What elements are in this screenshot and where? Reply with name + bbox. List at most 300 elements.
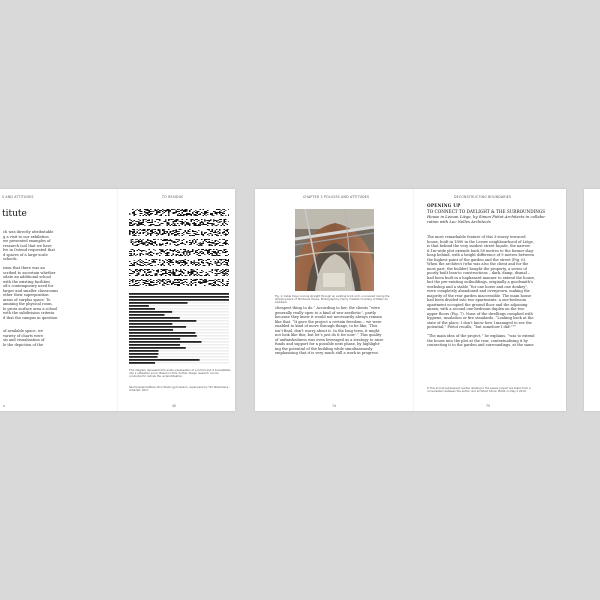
diagram-pixel — [138, 249, 140, 250]
diagram-pixel — [206, 211, 208, 212]
diagram-pixel — [176, 279, 178, 280]
diagram-pixel — [215, 282, 217, 283]
diagram-pixel — [152, 243, 154, 244]
diagram-pixel — [192, 235, 194, 236]
diagram-pixel — [159, 243, 161, 244]
diagram-pixel — [182, 210, 184, 211]
diagram-pixel — [228, 279, 229, 280]
diagram-pixel — [218, 284, 220, 285]
diagram-pixel — [200, 213, 202, 214]
diagram-pixel — [146, 219, 148, 220]
diagram-pixel — [180, 265, 182, 266]
diagram-pixel — [132, 264, 134, 265]
diagram-pixel — [186, 251, 188, 252]
diagram-pixel — [218, 269, 220, 270]
diagram-pixel — [152, 211, 154, 212]
diagram-pixel — [158, 229, 160, 230]
diagram-pixel — [159, 210, 161, 211]
diagram-pixel — [170, 219, 172, 220]
diagram-pixel — [191, 269, 193, 270]
diagram-pixel — [162, 240, 164, 241]
diagram-pixel — [131, 254, 133, 255]
diagram-pixel — [207, 273, 209, 274]
diagram-pixel — [149, 272, 151, 273]
diagram-pixel — [222, 271, 224, 272]
diagram-pixel — [147, 242, 149, 243]
diagram-pixel — [227, 281, 229, 282]
diagram-pixel — [153, 245, 155, 246]
diagram-pixel — [201, 270, 203, 271]
diagram-pixel — [146, 269, 148, 270]
diagram-pixel — [221, 259, 223, 260]
diagram-pixel — [212, 264, 214, 265]
diagram-pixel — [212, 213, 214, 214]
diagram-pixel — [209, 249, 211, 250]
diagram-pixel — [176, 284, 178, 285]
diagram-pixel — [225, 249, 227, 250]
diagram-pixel — [170, 210, 172, 211]
diagram-pixel — [201, 245, 203, 246]
photo-caption: Fig. 1: Cable trays running straight through an existing brick arch, uncovered during the stripping back of Tamboers House. Photograph by Henry Vreekkk Courtesy of Pieter de Clubbers. — [275, 295, 390, 305]
diagram-pixel — [179, 275, 181, 276]
diagram-pixel — [222, 245, 224, 246]
diagram-pixel — [185, 210, 187, 211]
diagram-pixel — [143, 243, 145, 244]
diagram-pixel — [132, 244, 134, 245]
diagram-pixel — [209, 250, 211, 251]
diagram-pixel — [147, 281, 149, 282]
diagram-pixel — [144, 229, 146, 230]
diagram-pixel — [158, 234, 160, 235]
diagram-pixel — [176, 269, 178, 270]
diagram-pixel — [186, 242, 188, 243]
diagram-pixel — [228, 244, 229, 245]
diagram-pixel — [134, 254, 136, 255]
diagram-pixel — [168, 229, 170, 230]
diagram-pixel — [144, 271, 146, 272]
diagram-pixel — [158, 271, 160, 272]
diagram-pixel — [131, 285, 133, 286]
diagram-pixel — [188, 233, 190, 234]
diagram-pixel — [132, 213, 134, 214]
diagram-pixel — [129, 251, 131, 252]
diagram-pixel — [167, 222, 169, 223]
diagram-pixel — [188, 260, 190, 261]
diagram-pixel — [179, 251, 181, 252]
diagram-pixel — [200, 264, 202, 265]
diagram-pixel — [161, 250, 163, 251]
diagram-pixel — [188, 252, 190, 253]
diagram-pixel — [225, 269, 227, 270]
diagram-pixel — [165, 219, 167, 220]
diagram-pixel — [198, 249, 200, 250]
diagram-pixel — [224, 229, 226, 230]
diagram-pixel — [179, 215, 181, 216]
diagram-pixel — [146, 245, 148, 246]
diagram-pixel — [176, 275, 178, 276]
diagram-pixel — [207, 262, 209, 263]
diagram-pixel — [155, 242, 157, 243]
diagram-pixel — [152, 261, 154, 262]
diagram-pixel — [212, 223, 214, 224]
diagram-pixel — [197, 275, 199, 276]
diagram-pixel — [182, 215, 184, 216]
diagram-pixel — [186, 210, 188, 211]
diagram-pixel — [131, 280, 133, 281]
diagram-pixel — [168, 233, 170, 234]
diagram-pixel — [188, 223, 190, 224]
diagram-pixel — [191, 271, 193, 272]
diagram-pixel — [176, 232, 178, 233]
diagram-pixel — [134, 251, 136, 252]
diagram-pixel — [177, 231, 179, 232]
diagram-pixel — [152, 265, 154, 266]
diagram-pixel — [156, 211, 158, 212]
diagram-pixel — [173, 241, 175, 242]
diagram-pixel — [185, 231, 187, 232]
diagram-pixel — [207, 252, 209, 253]
diagram-pixel — [192, 213, 194, 214]
diagram-pixel — [152, 262, 154, 263]
diagram-pixel — [179, 240, 181, 241]
diagram-pixel — [213, 219, 215, 220]
diagram-pixel — [185, 250, 187, 251]
diagram-pixel — [168, 234, 170, 235]
diagram-pixel — [189, 254, 191, 255]
diagram-pixel — [161, 245, 163, 246]
diagram-pixel — [165, 240, 167, 241]
diagram-pixel — [203, 213, 205, 214]
diagram-pixel — [188, 250, 190, 251]
diagram-pixel — [143, 250, 145, 251]
diagram-pixel — [161, 215, 163, 216]
diagram-pixel — [164, 265, 166, 266]
diagram-pixel — [195, 265, 197, 266]
diagram-pixel — [149, 260, 151, 261]
diagram-pixel — [167, 224, 169, 225]
diagram-pixel — [216, 284, 218, 285]
diagram-pixel — [173, 219, 175, 220]
diagram-pixel — [147, 233, 149, 234]
diagram-pixel — [204, 280, 206, 281]
diagram-pixel — [167, 231, 169, 232]
diagram-pixel — [228, 254, 229, 255]
diagram-pixel — [165, 250, 167, 251]
diagram-pixel — [212, 229, 214, 230]
diagram-pixel — [185, 264, 187, 265]
diagram-pixel — [167, 225, 169, 226]
diagram-pixel — [215, 279, 217, 280]
diagram-pixel — [135, 283, 137, 284]
diagram-pixel — [140, 241, 142, 242]
diagram-pixel — [180, 215, 182, 216]
diagram-pixel — [143, 282, 145, 283]
diagram-pixel — [213, 252, 215, 253]
diagram-pixel — [153, 249, 155, 250]
diagram-pixel — [173, 222, 175, 223]
diagram-pixel — [159, 232, 161, 233]
diagram-pixel — [149, 264, 151, 265]
diagram-pixel — [227, 262, 229, 263]
diagram-pixel — [173, 264, 175, 265]
diagram-pixel — [144, 262, 146, 263]
diagram-pixel — [140, 224, 142, 225]
diagram-pixel — [134, 242, 136, 243]
diagram-pixel — [228, 232, 229, 233]
diagram-pixel — [200, 251, 202, 252]
diagram-pixel — [222, 215, 224, 216]
diagram-pixel — [153, 232, 155, 233]
diagram-pixel — [183, 253, 185, 254]
diagram-pixel — [137, 271, 139, 272]
diagram-pixel — [170, 249, 172, 250]
diagram-pixel — [227, 269, 229, 270]
diagram-pixel — [206, 224, 208, 225]
diagram-pixel — [170, 261, 172, 262]
diagram-pixel — [186, 211, 188, 212]
diagram-pixel — [194, 231, 196, 232]
diagram-pixel — [155, 241, 157, 242]
diagram-pixel — [198, 214, 200, 215]
diagram-pixel — [176, 271, 178, 272]
diagram-pixel — [144, 230, 146, 231]
utilisation-diagram — [129, 207, 229, 365]
diagram-pixel — [195, 224, 197, 225]
diagram-pixel — [228, 221, 229, 222]
diagram-pixel — [162, 229, 164, 230]
diagram-pixel — [131, 263, 133, 264]
diagram-pixel — [191, 284, 193, 285]
diagram-pixel — [165, 253, 167, 254]
diagram-pixel — [228, 229, 229, 230]
diagram-pixel — [153, 284, 155, 285]
diagram-pixel — [224, 242, 226, 243]
diagram-pixel — [204, 220, 206, 221]
diagram-pixel — [141, 260, 143, 261]
diagram-pixel — [174, 213, 176, 214]
diagram-pixel — [192, 280, 194, 281]
diagram-pixel — [222, 285, 224, 286]
diagram-pixel — [215, 283, 217, 284]
diagram-pixel — [174, 235, 176, 236]
diagram-pixel — [200, 279, 202, 280]
diagram-pixel — [179, 281, 181, 282]
diagram-pixel — [218, 265, 220, 266]
diagram-pixel — [204, 212, 206, 213]
diagram-pixel — [168, 224, 170, 225]
diagram-pixel — [203, 209, 205, 210]
diagram-pixel — [173, 274, 175, 275]
diagram-pixel — [195, 219, 197, 220]
diagram-pixel — [138, 242, 140, 243]
diagram-pixel — [140, 284, 142, 285]
diagram-pixel — [210, 223, 212, 224]
diagram-pixel — [183, 234, 185, 235]
diagram-pixel — [195, 234, 197, 235]
diagram-pixel — [183, 239, 185, 240]
diagram-pixel — [179, 209, 181, 210]
diagram-pixel — [182, 233, 184, 234]
diagram-pixel — [215, 211, 217, 212]
diagram-pixel — [191, 243, 193, 244]
diagram-pixel — [209, 229, 211, 230]
diagram-pixel — [162, 244, 164, 245]
diagram-pixel — [164, 233, 166, 234]
diagram-pixel — [216, 232, 218, 233]
diagram-pixel — [213, 251, 215, 252]
diagram-pixel — [141, 265, 143, 266]
diagram-pixel — [138, 230, 140, 231]
diagram-pixel — [164, 279, 166, 280]
diagram-pixel — [224, 234, 226, 235]
diagram-pixel — [156, 233, 158, 234]
diagram-pixel — [191, 281, 193, 282]
diagram-pixel — [207, 250, 209, 251]
diagram-pixel — [227, 264, 229, 265]
diagram-pixel — [143, 244, 145, 245]
diagram-pixel — [146, 215, 148, 216]
diagram-pixel — [159, 279, 161, 280]
diagram-pixel — [176, 220, 178, 221]
diagram-pixel — [159, 260, 161, 261]
diagram-pixel — [150, 284, 152, 285]
diagram-pixel — [224, 252, 226, 253]
diagram-pixel — [129, 281, 131, 282]
diagram-pixel — [177, 219, 179, 220]
diagram-pixel — [209, 233, 211, 234]
diagram-pixel — [195, 285, 197, 286]
diagram-pixel — [221, 214, 223, 215]
diagram-pixel — [174, 209, 176, 210]
diagram-pixel — [162, 223, 164, 224]
diagram-pixel — [225, 241, 227, 242]
diagram-bar — [129, 296, 229, 298]
diagram-pixel — [155, 250, 157, 251]
diagram-pixel — [164, 231, 166, 232]
body-text: cheapest thing to do.” According to her, the clients “were generally really open to a kind of raw aesthetic”, partly because they knew it would not necessarily always remain like that. “It gave the project a certain freedom... we were enabled to kind of move through things, to be like, ‘This isn’t final, don’t worry about it. In the long term, it might not look like this, but let’s just do it for now’.” This quality of unfinishedness was even leveraged as a strategy to raise funds and support for a possible next phase, by highlight- ing the potential of the building while simultaneously emphasising that it is very much still a work in progress. — [275, 306, 384, 355]
diagram-pixel — [203, 224, 205, 225]
diagram-pixel — [153, 211, 155, 212]
diagram-pixel — [167, 253, 169, 254]
diagram-pixel — [173, 231, 175, 232]
diagram-pixel — [132, 241, 134, 242]
diagram-pixel — [201, 275, 203, 276]
diagram-pixel — [147, 244, 149, 245]
diagram-pixel — [149, 211, 151, 212]
diagram-pixel — [182, 264, 184, 265]
diagram-pixel — [137, 269, 139, 270]
diagram-pixel — [218, 233, 220, 234]
diagram-pixel — [152, 224, 154, 225]
diagram-pixel — [179, 233, 181, 234]
diagram-pixel — [201, 224, 203, 225]
diagram-pixel — [150, 214, 152, 215]
diagram-pixel — [161, 274, 163, 275]
diagram-pixel — [213, 280, 215, 281]
diagram-pixel — [129, 223, 131, 224]
diagram-pixel — [192, 212, 194, 213]
diagram-pixel — [156, 244, 158, 245]
diagram-pixel — [185, 275, 187, 276]
diagram-pixel — [219, 245, 221, 246]
diagram-pixel — [149, 219, 151, 220]
diagram-pixel — [215, 262, 217, 263]
diagram-pixel — [162, 230, 164, 231]
diagram-pixel — [186, 215, 188, 216]
diagram-pixel — [158, 279, 160, 280]
diagram-pixel — [140, 271, 142, 272]
diagram-pixel — [212, 225, 214, 226]
diagram-pixel — [227, 285, 229, 286]
diagram-pixel — [176, 221, 178, 222]
diagram-pixel — [156, 275, 158, 276]
diagram-pixel — [173, 270, 175, 271]
diagram-pixel — [144, 232, 146, 233]
diagram-pixel — [222, 223, 224, 224]
diagram-pixel — [213, 211, 215, 212]
diagram-pixel — [201, 222, 203, 223]
diagram-pixel — [216, 253, 218, 254]
diagram-pixel — [132, 282, 134, 283]
diagram-pixel — [218, 241, 220, 242]
diagram-pixel — [140, 215, 142, 216]
diagram-pixel — [182, 252, 184, 253]
diagram-pixel — [132, 280, 134, 281]
diagram-pixel — [216, 240, 218, 241]
diagram-pixel — [143, 215, 145, 216]
diagram-pixel — [207, 251, 209, 252]
diagram-pixel — [215, 213, 217, 214]
diagram-pixel — [150, 275, 152, 276]
diagram-pixel — [180, 274, 182, 275]
diagram-pixel — [155, 221, 157, 222]
diagram-pixel — [132, 229, 134, 230]
diagram-pixel — [165, 269, 167, 270]
diagram-pixel — [185, 230, 187, 231]
diagram-pixel — [155, 214, 157, 215]
diagram-pixel — [227, 229, 229, 230]
diagram-pixel — [176, 229, 178, 230]
diagram-pixel — [138, 225, 140, 226]
diagram-pixel — [219, 250, 221, 251]
diagram-pixel — [186, 263, 188, 264]
diagram-pixel — [206, 239, 208, 240]
diagram-pixel — [131, 223, 133, 224]
diagram-pixel — [215, 270, 217, 271]
diagram-pixel — [221, 212, 223, 213]
diagram-pixel — [141, 241, 143, 242]
diagram-pixel — [158, 270, 160, 271]
diagram-pixel — [150, 252, 152, 253]
diagram-pixel — [144, 225, 146, 226]
diagram-pixel — [180, 269, 182, 270]
diagram-pixel — [228, 283, 229, 284]
diagram-pixel — [189, 272, 191, 273]
diagram-pixel — [225, 219, 227, 220]
diagram-pixel — [161, 210, 163, 211]
diagram-bar — [129, 326, 186, 328]
diagram-pixel — [177, 285, 179, 286]
diagram-pixel — [215, 240, 217, 241]
diagram-pixel — [162, 264, 164, 265]
diagram-pixel — [210, 233, 212, 234]
diagram-pixel — [176, 225, 178, 226]
diagram-pixel — [185, 263, 187, 264]
diagram-pixel — [134, 213, 136, 214]
diagram-pixel — [195, 279, 197, 280]
diagram-pixel — [180, 243, 182, 244]
diagram-pixel — [159, 230, 161, 231]
